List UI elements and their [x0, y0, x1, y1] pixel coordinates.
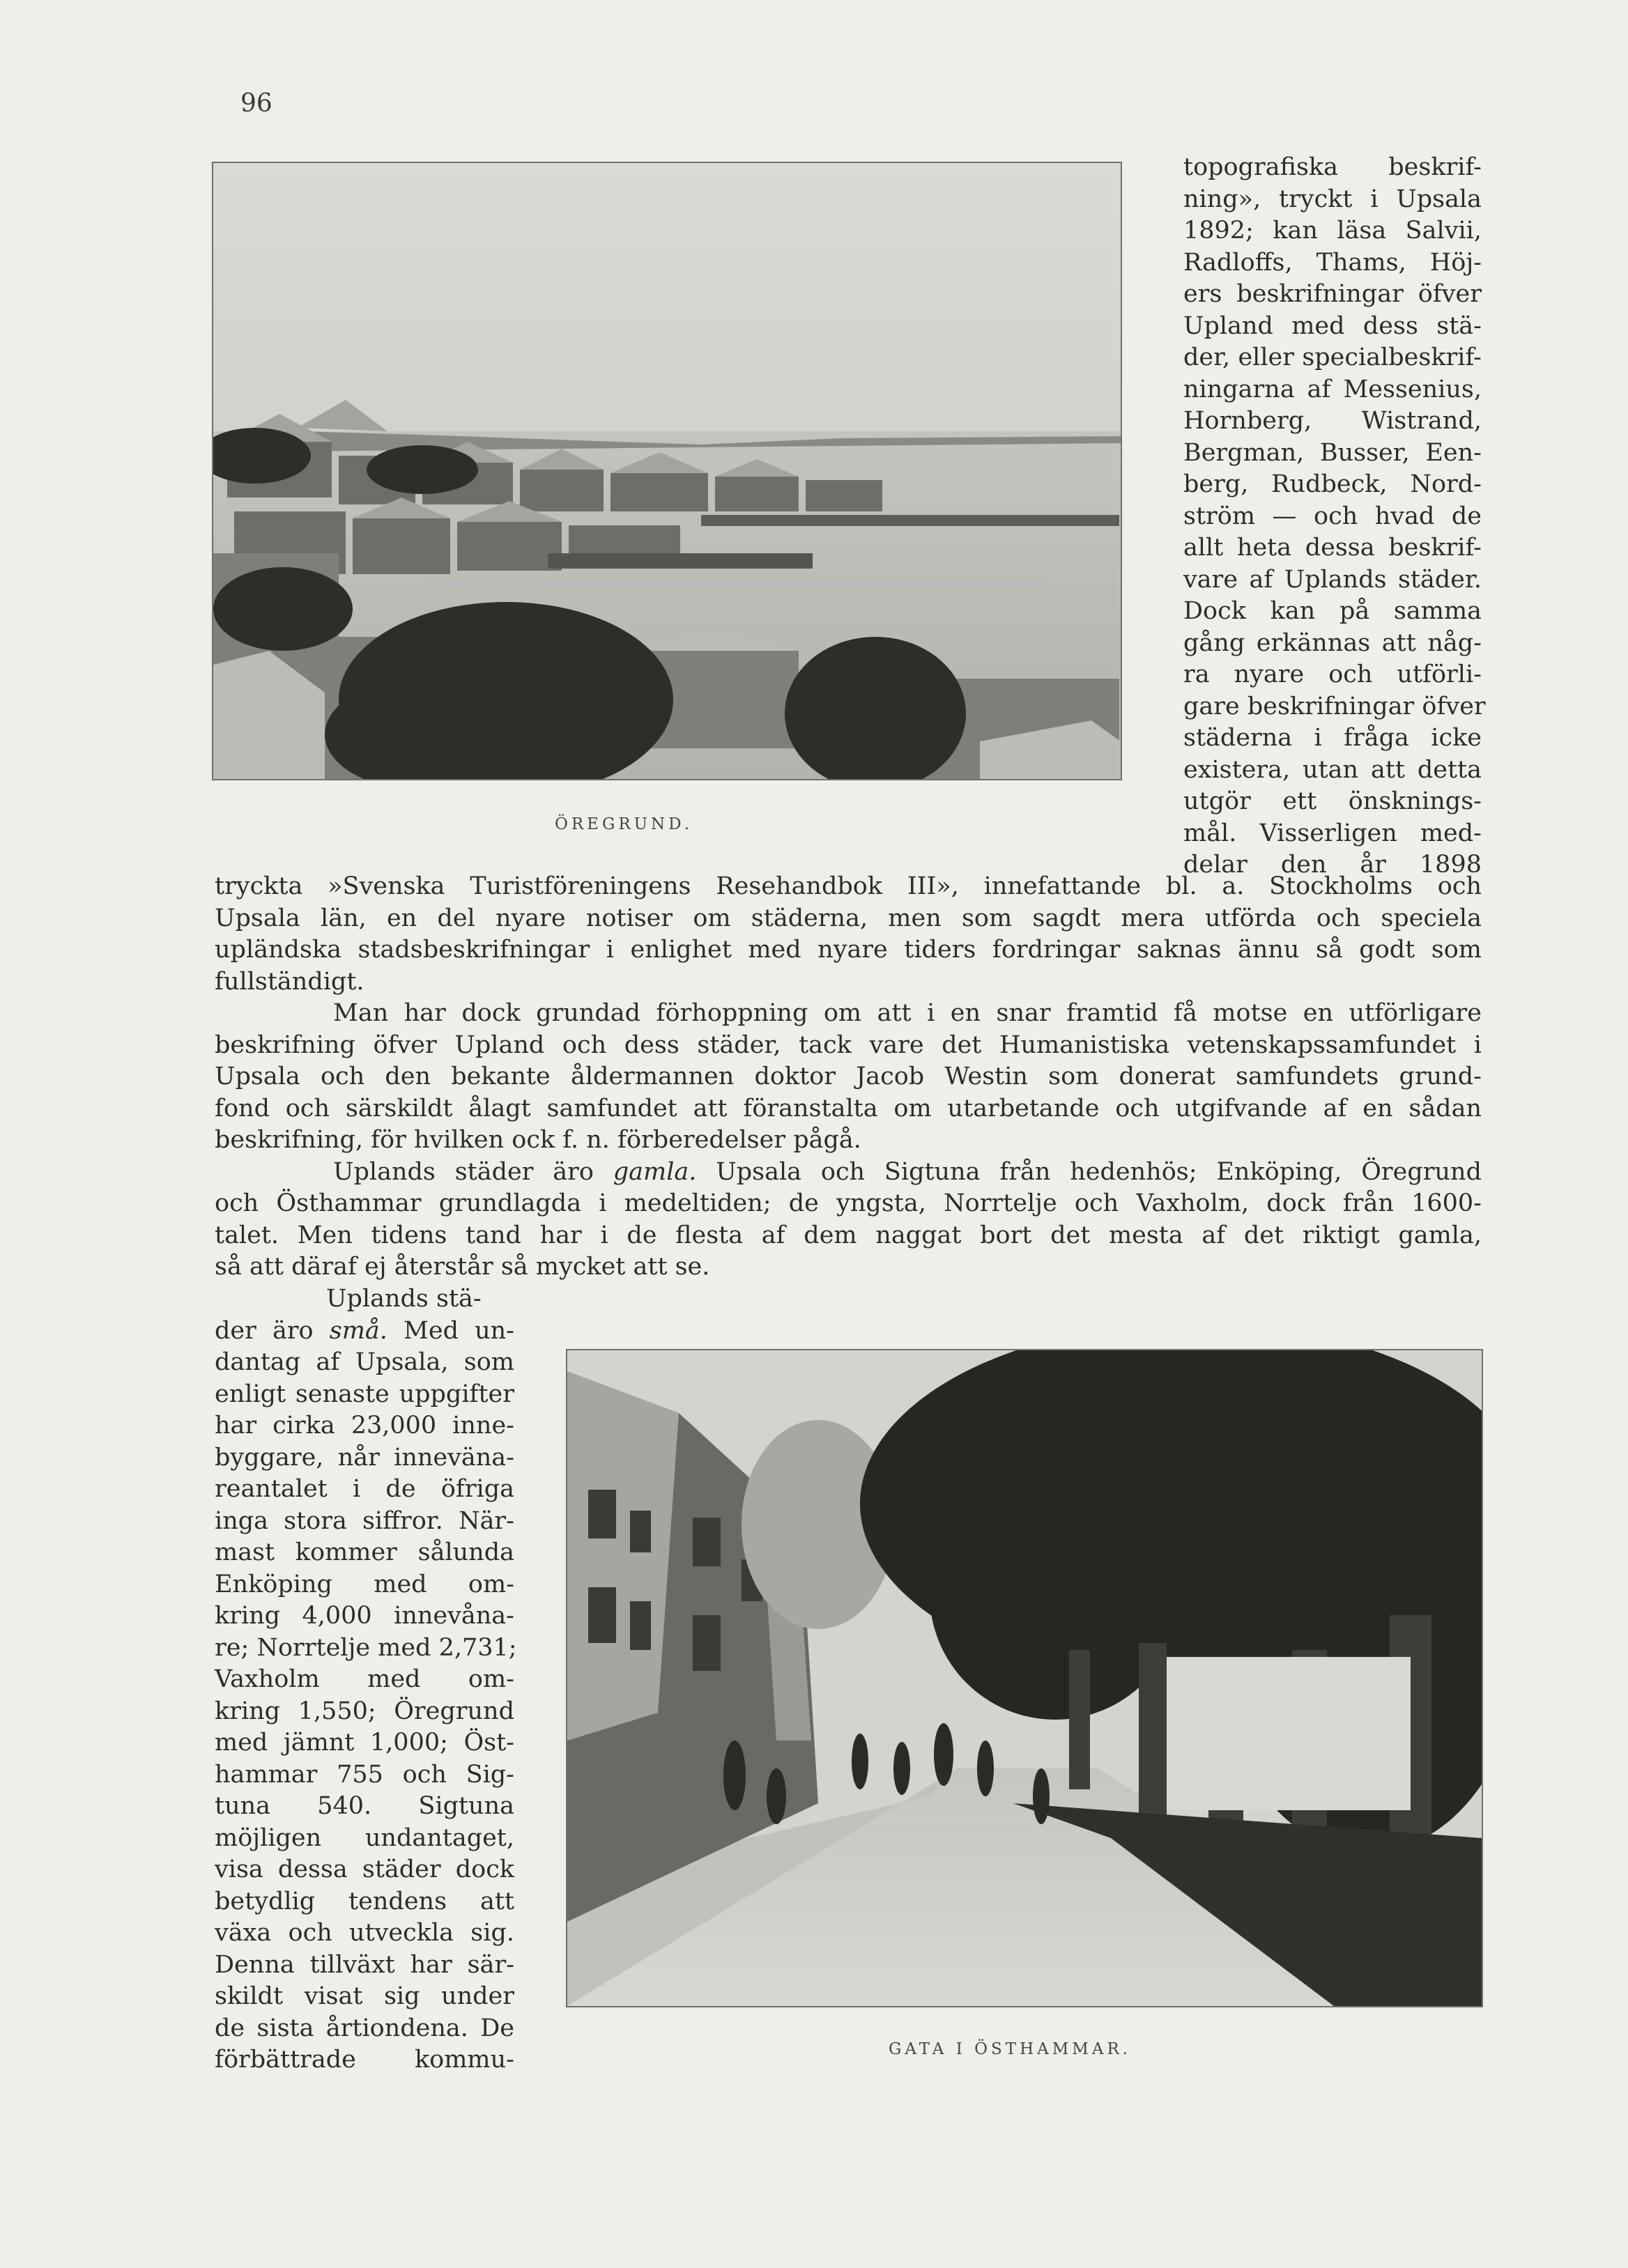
emphasis-gamla: gamla.: [613, 1157, 697, 1186]
text-line: talet. Men tidens tand har i de flesta af dem naggat bort det mesta af det riktigt gamla,: [215, 1221, 1482, 1249]
text-run: Med un-: [387, 1316, 514, 1345]
text-line: gare beskrifningar öfver: [1183, 692, 1486, 720]
text-line: byggare, når inneväna-: [215, 1443, 514, 1472]
text-run: der äro: [215, 1316, 330, 1345]
text-line: topografiska beskrif-: [1183, 153, 1482, 181]
text-run: Uplands städer äro: [333, 1157, 613, 1186]
text-line: de sista årtiondena. De: [215, 2014, 514, 2042]
text-run: Upsala och Sigtuna från hedenhös; Enköping, Öregrund: [696, 1157, 1482, 1186]
text-line: Upland med dess stä-: [1183, 311, 1482, 340]
text-line: hammar 755 och Sig-: [215, 1760, 514, 1789]
text-line: vare af Uplands städer.: [1183, 565, 1482, 594]
text-line: skildt visat sig under: [215, 1982, 514, 2010]
text-line: berg, Rudbeck, Nord-: [1183, 470, 1482, 498]
text-line: [215, 1157, 1482, 1189]
oregrund-caption: ÖREGRUND.: [555, 815, 693, 833]
text-line: beskrifning, för hvilken ock f. n. förberedelser pågå.: [215, 1126, 861, 1154]
text-line: Denna tillväxt har sär-: [215, 1950, 514, 1979]
text-line: fullständigt.: [215, 967, 364, 996]
text-line: kring 1,550; Öregrund: [215, 1697, 514, 1725]
text-line: visa dessa städer dock: [215, 1856, 514, 1883]
text-line: städerna i fråga icke: [1183, 724, 1482, 752]
oregrund-photo: [212, 162, 1122, 780]
text-line: förbättrade kommu-: [215, 2046, 514, 2074]
text-line: allt heta dessa beskrif-: [1183, 534, 1482, 562]
text-line: existera, utan att detta: [1183, 755, 1482, 784]
text-line: fond och särskildt ålagt samfundet att föranstalta om utarbetande och utgifvande af en sådan: [215, 1094, 1482, 1123]
text-line: 1892; kan läsa Salvii,: [1183, 217, 1482, 245]
text-line: re; Norrtelje med 2,731;: [215, 1633, 517, 1662]
text-line: reantalet i de öfriga: [215, 1475, 514, 1503]
text-line: och Östhammar grundlagda i medeltiden; de yngsta, Norrtelje och Vaxholm, dock från 1600-: [215, 1189, 1482, 1217]
text-line: ers beskrifningar öfver: [1183, 280, 1482, 308]
text-line: Upsala län, en del nyare notiser om städerna, men som sagdt mera utförda och speciela: [215, 904, 1482, 932]
text-line: enligt senaste uppgifter: [215, 1380, 514, 1408]
text-line: der, eller specialbeskrif-: [1183, 344, 1482, 371]
text-line: tryckta »Svenska Turistföreningens Resehandbok III», innefattande bl. a. Stockholms och: [215, 872, 1482, 900]
oregrund-photo-drawing: [213, 163, 1121, 779]
emphasis-sma: små.: [329, 1316, 387, 1345]
text-line: Bergman, Busser, Een-: [1183, 438, 1482, 467]
text-line: Vaxholm med om-: [215, 1665, 514, 1693]
text-line: Hornberg, Wistrand,: [1183, 407, 1482, 435]
text-line: ning», tryckt i Upsala: [1183, 185, 1482, 213]
text-line: beskrifning öfver Upland och dess städer, tack vare det Humanistiska vetenskapssamfundet i: [215, 1031, 1482, 1059]
text-line: Upsala och den bekante åldermannen doktor Jacob Westin som donerat samfundets grund-: [215, 1063, 1482, 1090]
text-line: med jämnt 1,000; Öst-: [215, 1729, 514, 1757]
text-line: växa och utveckla sig.: [215, 1919, 514, 1947]
text-line: ra nyare och utförli-: [1183, 661, 1482, 688]
text-line: Enköping med om-: [215, 1570, 514, 1598]
text-line: har cirka 23,000 inne-: [215, 1412, 514, 1440]
text-line: ström — och hvad de: [1183, 502, 1482, 530]
text-line: mål. Visserligen med-: [1183, 819, 1482, 847]
osthammar-street-drawing: [567, 1350, 1482, 2006]
page-number: 96: [240, 89, 272, 118]
text-line: delar den år 1898: [1183, 851, 1482, 879]
text-line: utgör ett önsknings-: [1183, 787, 1482, 815]
text-line: Uplands stä-: [326, 1285, 482, 1313]
text-line: Man har dock grundad förhoppning om att i en snar framtid få motse en utförligare: [333, 999, 1482, 1027]
text-line: Radloffs, Thams, Höj-: [1183, 248, 1482, 277]
text-line: Dock kan på samma: [1183, 597, 1482, 625]
text-line: [215, 1316, 514, 1348]
text-line: kring 4,000 innevåna-: [215, 1602, 514, 1630]
text-line: mast kommer sålunda: [215, 1538, 514, 1566]
text-line: gång erkännas att någ-: [1183, 628, 1482, 657]
text-line: inga stora siffror. När-: [215, 1506, 514, 1535]
text-line: så att däraf ej återstår så mycket att se.: [215, 1253, 710, 1281]
osthammar-caption: GATA I ÖSTHAMMAR.: [889, 2040, 1132, 2058]
text-line: ningarna af Messenius,: [1183, 375, 1482, 403]
text-line: betydlig tendens att: [215, 1887, 514, 1915]
bottom-left-column: [215, 1283, 517, 2076]
top-right-column: [1183, 152, 1486, 881]
osthammar-street-photo: [566, 1349, 1483, 2007]
text-line: möjligen undantaget,: [215, 1823, 514, 1852]
text-line: tuna 540. Sigtuna: [215, 1792, 514, 1820]
full-width-text: [215, 871, 1482, 1283]
text-line: dantag af Upsala, som: [215, 1348, 514, 1376]
text-line: upländska stadsbeskrifningar i enlighet med nyare tiders fordringar saknas ännu så godt som: [215, 936, 1482, 964]
